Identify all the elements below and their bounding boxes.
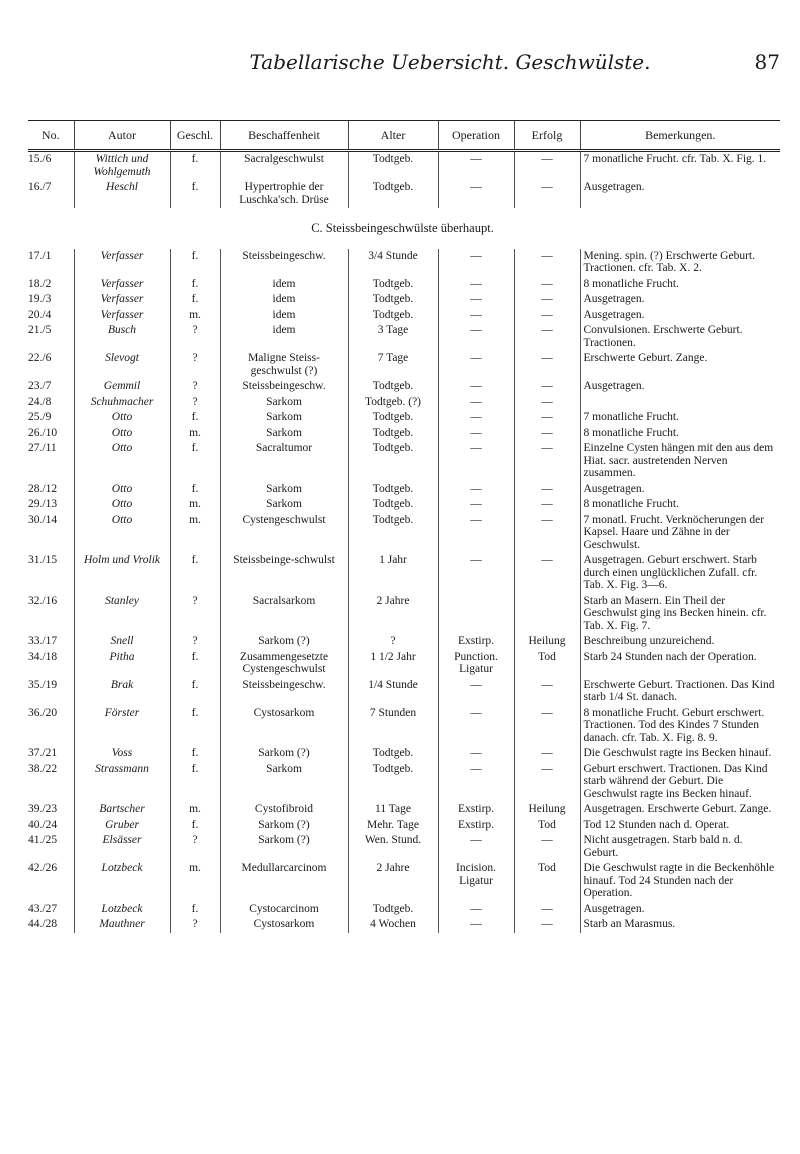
cell-bemerkungen: 8 monatliche Frucht. Geburt erschwert. Tractionen. Tod des Kindes 7 Stunden danach. cfr. Tab. X. Fig. 8. 9. <box>580 706 780 747</box>
cell-erfolg: — <box>514 762 580 803</box>
cell-beschaffenheit: idem <box>220 292 348 308</box>
cell-geschl: m. <box>170 308 220 324</box>
cell-no: 40./24 <box>28 818 58 831</box>
cell-geschl: ? <box>170 917 220 933</box>
cell-no: 24./8 <box>28 395 52 408</box>
cell-bemerkungen: Starb 24 Stunden nach der Operation. <box>580 650 780 678</box>
table-row <box>28 678 780 706</box>
table-row <box>28 351 780 379</box>
cell-operation: Incision. Ligatur <box>438 861 514 902</box>
cell-autor: Snell <box>74 634 170 650</box>
cell-operation: — <box>438 917 514 933</box>
cell-bemerkungen: Beschreibung unzureichend. <box>580 634 780 650</box>
cell-operation: — <box>438 497 514 513</box>
cell-operation: — <box>438 833 514 861</box>
cell-operation: — <box>438 323 514 351</box>
cell-operation: — <box>438 678 514 706</box>
cell-autor: Otto <box>74 482 170 498</box>
table-row <box>28 762 780 803</box>
cell-beschaffenheit: Cystocarcinom <box>220 902 348 918</box>
cell-alter: ? <box>348 634 438 650</box>
cell-bemerkungen: 8 monatliche Frucht. <box>580 426 780 442</box>
cell-operation: Exstirp. <box>438 802 514 818</box>
cell-bemerkungen: Tod 12 Stunden nach d. Operat. <box>580 818 780 834</box>
cell-beschaffenheit: Cystosarkom <box>220 706 348 747</box>
table-row <box>28 379 780 395</box>
cell-autor: Holm und Vrolik <box>74 553 170 594</box>
cell-beschaffenheit: Sarkom <box>220 410 348 426</box>
cell-geschl: f. <box>170 678 220 706</box>
cell-geschl: f. <box>170 410 220 426</box>
cell-erfolg: — <box>514 277 580 293</box>
cell-bemerkungen: Geburt erschwert. Tractionen. Das Kind starb während der Geburt. Die Geschwulst ragte ins Becken hinauf. <box>580 762 780 803</box>
cell-autor: Strassmann <box>74 762 170 803</box>
table-row <box>28 497 780 513</box>
cell-autor: Verfasser <box>74 277 170 293</box>
cell-no: 16./7 <box>28 181 52 193</box>
cell-no: 43./27 <box>28 902 58 915</box>
cell-erfolg: Tod <box>514 650 580 678</box>
cell-erfolg: — <box>514 678 580 706</box>
cell-autor: Otto <box>74 410 170 426</box>
cell-alter: Todtgeb. <box>348 902 438 918</box>
column-header: Beschaffenheit <box>220 121 348 151</box>
table-row <box>28 249 780 277</box>
cell-beschaffenheit: Steissbeinge-schwulst <box>220 553 348 594</box>
cell-no: 38./22 <box>28 762 58 775</box>
cell-beschaffenheit: Hypertrophie der Luschka'sch. Drüse <box>220 180 348 208</box>
cell-bemerkungen: Die Geschwulst ragte in die Beckenhöhle hinauf. Tod 24 Stunden nach der Operation. <box>580 861 780 902</box>
cell-erfolg: — <box>514 410 580 426</box>
cell-no: 37./21 <box>28 747 58 759</box>
cell-geschl: f. <box>170 482 220 498</box>
table-row <box>28 308 780 324</box>
cell-no: 31./15 <box>28 554 58 566</box>
cell-operation: Punction. Ligatur <box>438 650 514 678</box>
cell-bemerkungen: Die Geschwulst ragte ins Becken hinauf. <box>580 746 780 762</box>
table-row <box>28 482 780 498</box>
cell-beschaffenheit: Sarkom (?) <box>220 634 348 650</box>
cell-geschl: f. <box>170 180 220 208</box>
page-number: 87 <box>754 50 780 74</box>
table-row <box>28 277 780 293</box>
cell-beschaffenheit: Steissbeingeschw. <box>220 379 348 395</box>
cell-bemerkungen: Starb an Masern. Ein Theil der Geschwulst ging ins Becken hinein. cfr. Tab. X. Fig. 7. <box>580 594 780 635</box>
cell-autor: Busch <box>74 323 170 351</box>
cell-beschaffenheit: idem <box>220 308 348 324</box>
cell-operation: — <box>438 426 514 442</box>
cell-autor: Otto <box>74 426 170 442</box>
cell-no: 35./19 <box>28 678 58 691</box>
cell-operation: Exstirp. <box>438 818 514 834</box>
cell-autor: Bartscher <box>74 802 170 818</box>
cell-alter: Todtgeb. <box>348 379 438 395</box>
cell-beschaffenheit: Sarkom <box>220 497 348 513</box>
cell-operation: — <box>438 308 514 324</box>
cell-bemerkungen: 7 monatl. Frucht. Verknöcherungen der Kapsel. Haare und Zähne in der Geschwulst. <box>580 513 780 554</box>
cell-alter: Todtgeb. <box>348 277 438 293</box>
cell-geschl: ? <box>170 379 220 395</box>
cell-alter: 7 Stunden <box>348 706 438 747</box>
cell-operation: — <box>438 706 514 747</box>
cell-beschaffenheit: Sarkom <box>220 426 348 442</box>
cell-operation: — <box>438 513 514 554</box>
cell-alter: Todtgeb. <box>348 482 438 498</box>
cell-no: 42./26 <box>28 862 58 874</box>
cell-beschaffenheit: Zusammengesetzte Cystengeschwulst <box>220 650 348 678</box>
cell-autor: Gruber <box>74 818 170 834</box>
cell-operation: — <box>438 180 514 208</box>
table-row <box>28 917 780 933</box>
column-header: Geschl. <box>170 121 220 151</box>
cell-bemerkungen: Starb an Marasmus. <box>580 917 780 933</box>
cell-erfolg: — <box>514 180 580 208</box>
cell-operation: — <box>438 249 514 277</box>
cell-no: 34./18 <box>28 650 58 663</box>
cell-geschl: f. <box>170 292 220 308</box>
cell-erfolg <box>514 594 580 635</box>
cell-bemerkungen: Einzelne Cysten hängen mit den aus dem Hiat. sacr. austretenden Nerven zusammen. <box>580 441 780 482</box>
column-header: Alter <box>348 121 438 151</box>
cell-bemerkungen <box>580 395 780 411</box>
column-header: Operation <box>438 121 514 151</box>
cell-no: 22./6 <box>28 352 52 364</box>
cell-beschaffenheit: Medullarcarcinom <box>220 861 348 902</box>
cell-alter: Todtgeb. <box>348 292 438 308</box>
cell-autor: Mauthner <box>74 917 170 933</box>
cell-no: 41./25 <box>28 834 58 846</box>
cell-operation: — <box>438 441 514 482</box>
cell-no: 29./13 <box>28 498 58 510</box>
cell-geschl: f. <box>170 553 220 594</box>
cell-operation: — <box>438 351 514 379</box>
cell-alter: Todtgeb. <box>348 762 438 803</box>
cell-operation: — <box>438 379 514 395</box>
cell-geschl: f. <box>170 746 220 762</box>
table-row <box>28 818 780 834</box>
cell-geschl: f. <box>170 151 220 181</box>
cell-alter: 2 Jahre <box>348 861 438 902</box>
cell-alter: 3 Tage <box>348 323 438 351</box>
cell-alter: Todtgeb. <box>348 308 438 324</box>
cell-beschaffenheit: Sarkom <box>220 395 348 411</box>
cell-no: 25./9 <box>28 411 52 423</box>
cell-erfolg: — <box>514 706 580 747</box>
cell-erfolg: — <box>514 351 580 379</box>
cell-erfolg: — <box>514 917 580 933</box>
cell-erfolg: — <box>514 441 580 482</box>
cell-bemerkungen: Ausgetragen. <box>580 379 780 395</box>
cell-alter: Todtgeb. <box>348 151 438 181</box>
cell-beschaffenheit: Maligne Steiss-geschwulst (?) <box>220 351 348 379</box>
cell-erfolg: — <box>514 379 580 395</box>
cell-operation: — <box>438 902 514 918</box>
cell-no: 32./16 <box>28 594 58 607</box>
cell-beschaffenheit: Sarkom (?) <box>220 833 348 861</box>
cell-alter: Todtgeb. <box>348 513 438 554</box>
cell-alter: Todtgeb. <box>348 426 438 442</box>
cell-geschl: f. <box>170 277 220 293</box>
cell-bemerkungen: Ausgetragen. <box>580 482 780 498</box>
cell-no: 44./28 <box>28 918 58 930</box>
cell-alter: Todtgeb. <box>348 180 438 208</box>
table-row <box>28 180 780 208</box>
cell-geschl: f. <box>170 650 220 678</box>
cell-erfolg: Heilung <box>514 802 580 818</box>
table-row <box>28 441 780 482</box>
cell-alter: Todtgeb. <box>348 497 438 513</box>
cell-beschaffenheit: idem <box>220 277 348 293</box>
cell-geschl: f. <box>170 249 220 277</box>
cell-geschl: f. <box>170 902 220 918</box>
table-row <box>28 650 780 678</box>
table-row <box>28 426 780 442</box>
cell-no: 19./3 <box>28 293 52 305</box>
cell-erfolg: — <box>514 292 580 308</box>
cell-alter: 1 Jahr <box>348 553 438 594</box>
section-title: C. Steissbeingeschwülste überhaupt. <box>311 221 494 235</box>
cell-alter: Todtgeb. (?) <box>348 395 438 411</box>
tumor-table <box>28 120 780 933</box>
cell-geschl: f. <box>170 441 220 482</box>
table-row <box>28 746 780 762</box>
cell-geschl: m. <box>170 802 220 818</box>
cell-no: 21./5 <box>28 324 52 336</box>
section-heading-row <box>28 208 780 249</box>
cell-geschl: ? <box>170 833 220 861</box>
cell-no: 23./7 <box>28 380 52 392</box>
cell-bemerkungen: Nicht ausgetragen. Starb bald n. d. Geburt. <box>580 833 780 861</box>
table-row <box>28 861 780 902</box>
cell-bemerkungen: Ausgetragen. <box>580 308 780 324</box>
cell-no: 39./23 <box>28 803 58 815</box>
table-row <box>28 594 780 635</box>
cell-erfolg: — <box>514 746 580 762</box>
cell-autor: Verfasser <box>74 249 170 277</box>
cell-bemerkungen: Mening. spin. (?) Erschwerte Geburt. Tractionen. cfr. Tab. X. 2. <box>580 249 780 277</box>
cell-erfolg: — <box>514 395 580 411</box>
cell-erfolg: — <box>514 151 580 181</box>
cell-erfolg: Tod <box>514 861 580 902</box>
cell-autor: Slevogt <box>74 351 170 379</box>
cell-operation: Exstirp. <box>438 634 514 650</box>
cell-bemerkungen: Erschwerte Geburt. Tractionen. Das Kind starb 1/4 St. danach. <box>580 678 780 706</box>
page-header <box>120 50 780 74</box>
cell-no: 20./4 <box>28 308 52 321</box>
cell-beschaffenheit: Sacraltumor <box>220 441 348 482</box>
cell-erfolg: — <box>514 249 580 277</box>
table-row <box>28 802 780 818</box>
cell-autor: Wittich und Wohlgemuth <box>74 151 170 181</box>
cell-alter: 7 Tage <box>348 351 438 379</box>
cell-geschl: ? <box>170 634 220 650</box>
cell-erfolg: — <box>514 482 580 498</box>
cell-no: 26./10 <box>28 426 58 439</box>
cell-erfolg: — <box>514 323 580 351</box>
cell-autor: Förster <box>74 706 170 747</box>
cell-alter: Mehr. Tage <box>348 818 438 834</box>
table-row <box>28 833 780 861</box>
table-row <box>28 151 780 181</box>
cell-alter: 4 Wochen <box>348 917 438 933</box>
cell-alter: Todtgeb. <box>348 441 438 482</box>
cell-erfolg: — <box>514 833 580 861</box>
cell-geschl: m. <box>170 861 220 902</box>
cell-geschl: ? <box>170 351 220 379</box>
cell-erfolg: — <box>514 497 580 513</box>
cell-autor: Voss <box>74 746 170 762</box>
cell-autor: Otto <box>74 497 170 513</box>
cell-no: 18./2 <box>28 277 52 290</box>
cell-bemerkungen: Convulsionen. Erschwerte Geburt. Tractionen. <box>580 323 780 351</box>
cell-beschaffenheit: Sarkom <box>220 482 348 498</box>
cell-alter: 3/4 Stunde <box>348 249 438 277</box>
table-row <box>28 513 780 554</box>
cell-no: 33./17 <box>28 635 58 647</box>
cell-alter: 1 1/2 Jahr <box>348 650 438 678</box>
cell-beschaffenheit: idem <box>220 323 348 351</box>
cell-beschaffenheit: Sarkom (?) <box>220 818 348 834</box>
cell-operation: — <box>438 151 514 181</box>
column-header: Erfolg <box>514 121 580 151</box>
cell-autor: Gemmil <box>74 379 170 395</box>
table-row <box>28 553 780 594</box>
cell-geschl: f. <box>170 706 220 747</box>
cell-bemerkungen: Erschwerte Geburt. Zange. <box>580 351 780 379</box>
cell-autor: Elsässer <box>74 833 170 861</box>
table-row <box>28 634 780 650</box>
cell-bemerkungen: Ausgetragen. <box>580 902 780 918</box>
cell-beschaffenheit: Sarkom <box>220 762 348 803</box>
column-header: No. <box>28 121 74 151</box>
cell-no: 15./6 <box>28 153 52 165</box>
cell-alter: Wen. Stund. <box>348 833 438 861</box>
cell-erfolg: Heilung <box>514 634 580 650</box>
cell-operation: — <box>438 292 514 308</box>
cell-bemerkungen: 8 monatliche Frucht. <box>580 497 780 513</box>
cell-alter: 2 Jahre <box>348 594 438 635</box>
cell-autor: Verfasser <box>74 308 170 324</box>
cell-no: 28./12 <box>28 482 58 495</box>
table-row <box>28 902 780 918</box>
cell-autor: Brak <box>74 678 170 706</box>
table-row <box>28 323 780 351</box>
cell-alter: Todtgeb. <box>348 410 438 426</box>
cell-operation: — <box>438 553 514 594</box>
cell-operation <box>438 594 514 635</box>
column-header: Bemerkungen. <box>580 121 780 151</box>
cell-operation: — <box>438 395 514 411</box>
cell-autor: Otto <box>74 441 170 482</box>
cell-erfolg: — <box>514 902 580 918</box>
table-row <box>28 410 780 426</box>
cell-beschaffenheit: Sacralsarkom <box>220 594 348 635</box>
cell-autor: Schuhmacher <box>74 395 170 411</box>
table-body <box>28 151 780 933</box>
page-title: Tabellarische Uebersicht. Geschwülste. <box>249 50 651 74</box>
cell-geschl: ? <box>170 323 220 351</box>
cell-autor: Lotzbeck <box>74 861 170 902</box>
cell-bemerkungen: Ausgetragen. Geburt erschwert. Starb durch einen unglücklichen Zufall. cfr. Tab. X. Fig. 3—6. <box>580 553 780 594</box>
cell-autor: Verfasser <box>74 292 170 308</box>
cell-bemerkungen: 7 monatliche Frucht. cfr. Tab. X. Fig. 1. <box>580 151 780 181</box>
cell-geschl: m. <box>170 497 220 513</box>
cell-operation: — <box>438 482 514 498</box>
cell-autor: Pitha <box>74 650 170 678</box>
cell-no: 17./1 <box>28 249 52 262</box>
cell-no: 30./14 <box>28 513 58 526</box>
table-row <box>28 292 780 308</box>
cell-alter: Todtgeb. <box>348 746 438 762</box>
cell-operation: — <box>438 762 514 803</box>
cell-autor: Stanley <box>74 594 170 635</box>
cell-erfolg: — <box>514 513 580 554</box>
cell-bemerkungen: Ausgetragen. Erschwerte Geburt. Zange. <box>580 802 780 818</box>
cell-beschaffenheit: Sarkom (?) <box>220 746 348 762</box>
cell-geschl: m. <box>170 426 220 442</box>
cell-geschl: f. <box>170 762 220 803</box>
cell-erfolg: — <box>514 426 580 442</box>
table-row <box>28 395 780 411</box>
cell-autor: Lotzbeck <box>74 902 170 918</box>
table-row <box>28 706 780 747</box>
cell-bemerkungen: 8 monatliche Frucht. <box>580 277 780 293</box>
cell-operation: — <box>438 277 514 293</box>
cell-erfolg: — <box>514 553 580 594</box>
cell-beschaffenheit: Sacralgeschwulst <box>220 151 348 181</box>
cell-beschaffenheit: Steissbeingeschw. <box>220 678 348 706</box>
cell-bemerkungen: 7 monatliche Frucht. <box>580 410 780 426</box>
cell-beschaffenheit: Cystofibroid <box>220 802 348 818</box>
cell-geschl: ? <box>170 395 220 411</box>
cell-beschaffenheit: Cystengeschwulst <box>220 513 348 554</box>
cell-autor: Heschl <box>74 180 170 208</box>
cell-no: 27./11 <box>28 442 57 454</box>
cell-no: 36./20 <box>28 706 58 719</box>
cell-bemerkungen: Ausgetragen. <box>580 180 780 208</box>
column-header: Autor <box>74 121 170 151</box>
cell-alter: 11 Tage <box>348 802 438 818</box>
cell-erfolg: Tod <box>514 818 580 834</box>
cell-geschl: ? <box>170 594 220 635</box>
cell-alter: 1/4 Stunde <box>348 678 438 706</box>
cell-beschaffenheit: Cystosarkom <box>220 917 348 933</box>
cell-bemerkungen: Ausgetragen. <box>580 292 780 308</box>
cell-beschaffenheit: Steissbeingeschw. <box>220 249 348 277</box>
cell-operation: — <box>438 746 514 762</box>
cell-erfolg: — <box>514 308 580 324</box>
cell-geschl: m. <box>170 513 220 554</box>
cell-geschl: f. <box>170 818 220 834</box>
table-header-row <box>28 121 780 151</box>
cell-autor: Otto <box>74 513 170 554</box>
cell-operation: — <box>438 410 514 426</box>
